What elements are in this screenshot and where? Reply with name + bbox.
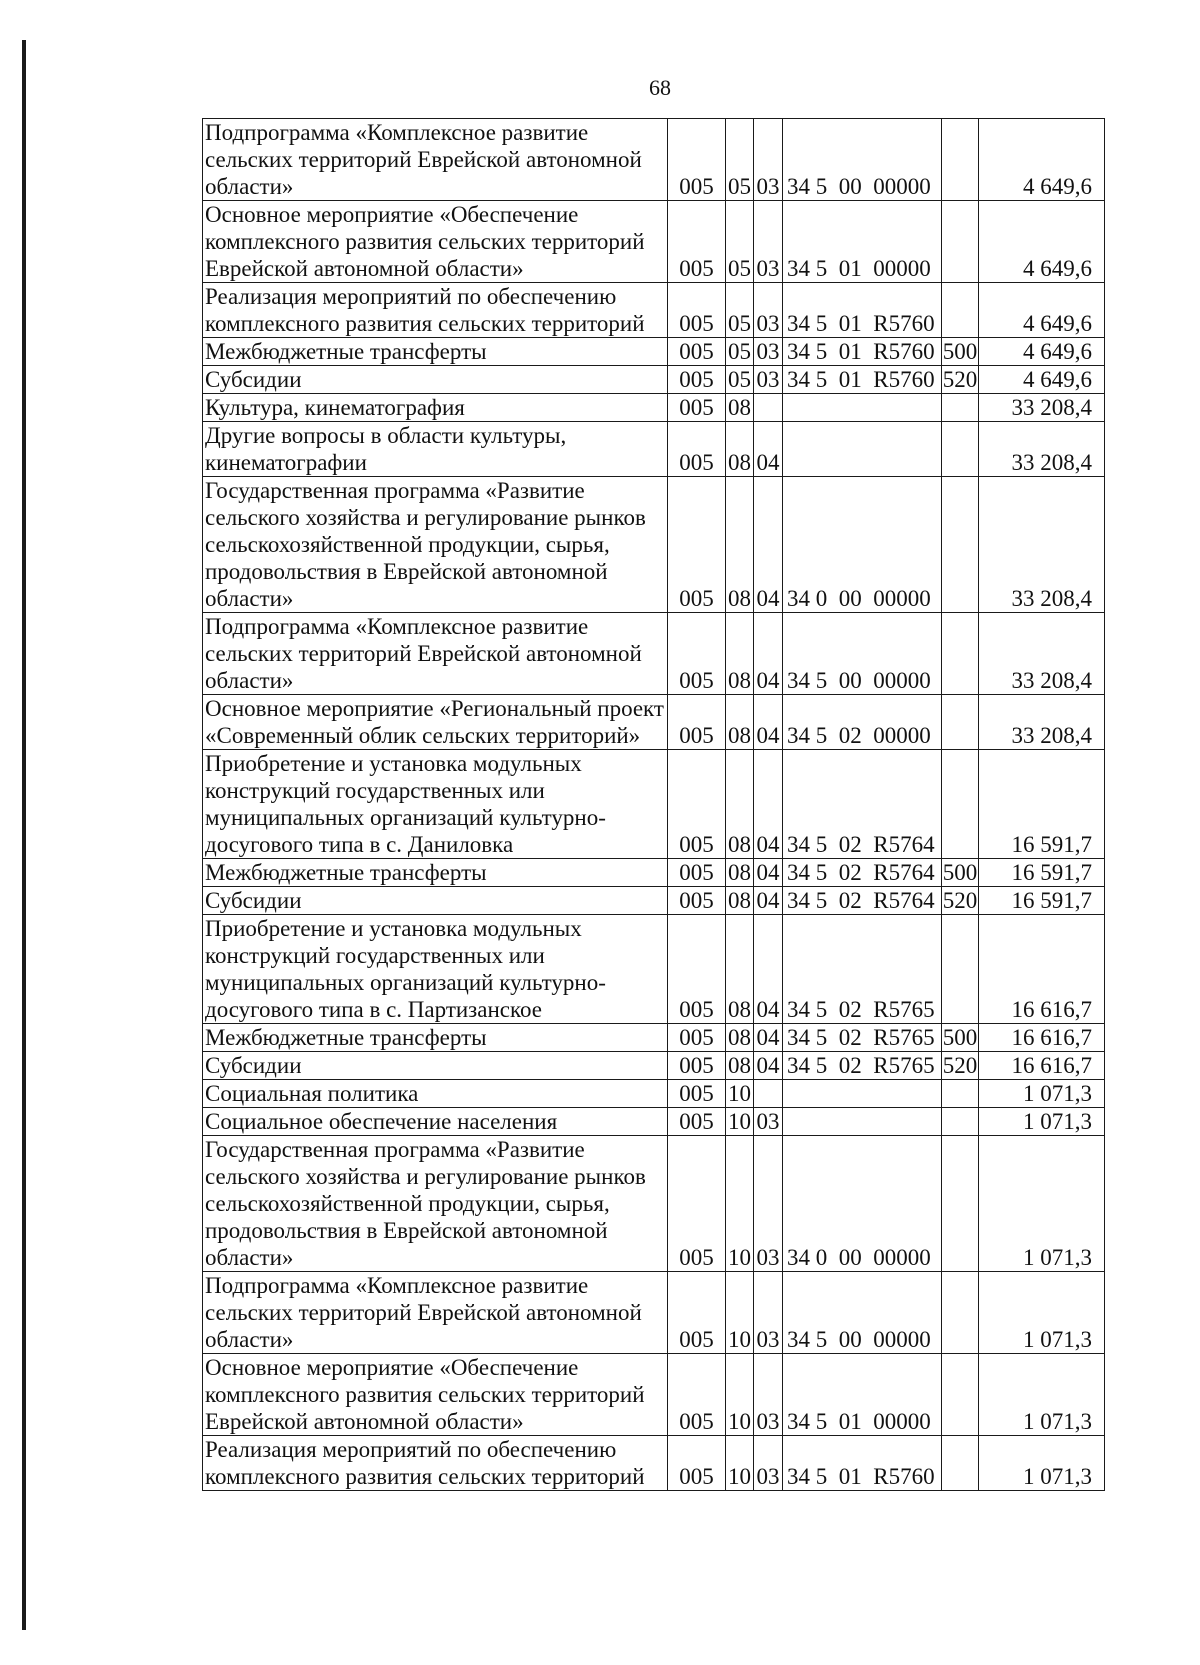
amount: 1 071,3	[979, 1080, 1105, 1108]
grbs-code: 005	[668, 422, 726, 477]
row-name: Межбюджетные трансферты	[203, 1024, 668, 1052]
target-article-code: 34 5 01 R5760	[783, 338, 942, 366]
section-code: 08	[726, 477, 754, 613]
target-article-code: 34 5 00 00000	[783, 119, 942, 201]
target-article-code: 34 0 00 00000	[783, 1136, 942, 1272]
row-name: Подпрограмма «Комплексное развитие сельских территорий Еврейской автономной области»	[203, 1272, 668, 1354]
target-article-code: 34 5 02 R5765	[783, 915, 942, 1024]
amount: 16 616,7	[979, 1052, 1105, 1080]
section-code: 08	[726, 750, 754, 859]
budget-table	[202, 118, 1105, 1491]
grbs-code: 005	[668, 1354, 726, 1436]
row-name: Подпрограмма «Комплексное развитие сельских территорий Еврейской автономной области»	[203, 613, 668, 695]
table-row	[203, 1272, 1105, 1354]
subsection-code: 04	[754, 887, 783, 915]
grbs-code: 005	[668, 1436, 726, 1491]
row-name: Основное мероприятие «Обеспечение комплексного развития сельских территорий Еврейской автономной области»	[203, 1354, 668, 1436]
target-article-code: 34 5 02 R5764	[783, 750, 942, 859]
expense-type-code	[942, 750, 979, 859]
expense-type-code	[942, 394, 979, 422]
expense-type-code	[942, 1272, 979, 1354]
page-number: 68	[649, 75, 671, 100]
expense-type-code	[942, 283, 979, 338]
section-code: 08	[726, 859, 754, 887]
grbs-code: 005	[668, 477, 726, 613]
table-row	[203, 119, 1105, 201]
subsection-code: 04	[754, 695, 783, 750]
target-article-code	[783, 1108, 942, 1136]
subsection-code: 04	[754, 859, 783, 887]
table-row	[203, 915, 1105, 1024]
amount: 33 208,4	[979, 422, 1105, 477]
row-name: Реализация мероприятий по обеспечению комплексного развития сельских территорий	[203, 283, 668, 338]
table-row	[203, 1436, 1105, 1491]
section-code: 10	[726, 1436, 754, 1491]
grbs-code: 005	[668, 859, 726, 887]
subsection-code: 04	[754, 750, 783, 859]
expense-type-code	[942, 613, 979, 695]
grbs-code: 005	[668, 201, 726, 283]
target-article-code: 34 5 02 R5764	[783, 859, 942, 887]
grbs-code: 005	[668, 1108, 726, 1136]
table-row	[203, 283, 1105, 338]
row-name: Приобретение и установка модульных конструкций государственных или муниципальных организаций культурно-досугового типа в с. Даниловка	[203, 750, 668, 859]
table-row	[203, 477, 1105, 613]
row-name: Культура, кинематография	[203, 394, 668, 422]
expense-type-code	[942, 1136, 979, 1272]
row-name: Межбюджетные трансферты	[203, 338, 668, 366]
target-article-code	[783, 1080, 942, 1108]
grbs-code: 005	[668, 1136, 726, 1272]
row-name: Приобретение и установка модульных конструкций государственных или муниципальных организаций культурно-досугового типа в с. Партизанское	[203, 915, 668, 1024]
target-article-code: 34 5 02 00000	[783, 695, 942, 750]
target-article-code: 34 0 00 00000	[783, 477, 942, 613]
expense-type-code	[942, 477, 979, 613]
amount: 33 208,4	[979, 477, 1105, 613]
grbs-code: 005	[668, 1272, 726, 1354]
amount: 1 071,3	[979, 1354, 1105, 1436]
amount: 33 208,4	[979, 695, 1105, 750]
scan-edge-line	[22, 40, 26, 1630]
table-row	[203, 1108, 1105, 1136]
subsection-code: 03	[754, 1108, 783, 1136]
amount: 16 591,7	[979, 750, 1105, 859]
row-name: Субсидии	[203, 1052, 668, 1080]
subsection-code	[754, 1080, 783, 1108]
expense-type-code: 500	[942, 860, 978, 885]
subsection-code	[754, 394, 783, 422]
grbs-code: 005	[668, 915, 726, 1024]
grbs-code: 005	[668, 1080, 726, 1108]
subsection-code: 03	[754, 1272, 783, 1354]
expense-type-code	[942, 201, 979, 283]
subsection-code: 03	[754, 366, 783, 394]
table-row	[203, 750, 1105, 859]
subsection-code: 03	[754, 338, 783, 366]
grbs-code: 005	[668, 750, 726, 859]
subsection-code: 03	[754, 1136, 783, 1272]
amount: 33 208,4	[979, 394, 1105, 422]
expense-type-code	[942, 1436, 979, 1491]
table-row	[203, 1136, 1105, 1272]
amount: 1 071,3	[979, 1108, 1105, 1136]
amount: 4 649,6	[979, 338, 1105, 366]
expense-type-code: 500	[942, 339, 978, 364]
table-row	[203, 1354, 1105, 1436]
section-code: 08	[726, 695, 754, 750]
row-name: Подпрограмма «Комплексное развитие сельских территорий Еврейской автономной области»	[203, 119, 668, 201]
expense-type-code: 520	[942, 888, 978, 913]
grbs-code: 005	[668, 613, 726, 695]
amount: 16 591,7	[979, 887, 1105, 915]
section-code: 08	[726, 887, 754, 915]
row-name: Государственная программа «Развитие сельского хозяйства и регулирование рынков сельскохозяйственной продукции, сырья, продовольствия в Еврейской автономной области»	[203, 1136, 668, 1272]
amount: 1 071,3	[979, 1436, 1105, 1491]
target-article-code: 34 5 01 00000	[783, 1354, 942, 1436]
row-name: Другие вопросы в области культуры, кинематографии	[203, 422, 668, 477]
grbs-code: 005	[668, 1024, 726, 1052]
grbs-code: 005	[668, 1052, 726, 1080]
section-code: 10	[726, 1108, 754, 1136]
row-name: Социальная политика	[203, 1080, 668, 1108]
section-code: 05	[726, 338, 754, 366]
row-name: Реализация мероприятий по обеспечению комплексного развития сельских территорий	[203, 1436, 668, 1491]
grbs-code: 005	[668, 119, 726, 201]
expense-type-code: 520	[942, 367, 978, 392]
row-name: Основное мероприятие «Региональный проект «Современный облик сельских территорий»	[203, 695, 668, 750]
table-row	[203, 859, 1105, 887]
subsection-code: 03	[754, 1436, 783, 1491]
target-article-code: 34 5 02 R5764	[783, 887, 942, 915]
section-code: 05	[726, 201, 754, 283]
table-row	[203, 887, 1105, 915]
row-name: Субсидии	[203, 887, 668, 915]
amount: 4 649,6	[979, 119, 1105, 201]
table-row	[203, 394, 1105, 422]
amount: 16 591,7	[979, 859, 1105, 887]
target-article-code	[783, 422, 942, 477]
section-code: 10	[726, 1354, 754, 1436]
section-code: 08	[726, 1052, 754, 1080]
row-name: Государственная программа «Развитие сельского хозяйства и регулирование рынков сельскохозяйственной продукции, сырья, продовольствия в Еврейской автономной области»	[203, 477, 668, 613]
target-article-code: 34 5 01 R5760	[783, 366, 942, 394]
grbs-code: 005	[668, 283, 726, 338]
grbs-code: 005	[668, 695, 726, 750]
subsection-code: 03	[754, 201, 783, 283]
amount: 16 616,7	[979, 915, 1105, 1024]
table-row	[203, 422, 1105, 477]
table-row	[203, 366, 1105, 394]
target-article-code: 34 5 01 R5760	[783, 1436, 942, 1491]
expense-type-code	[942, 422, 979, 477]
row-name: Субсидии	[203, 366, 668, 394]
expense-type-code: 520	[942, 1053, 978, 1078]
target-article-code: 34 5 00 00000	[783, 1272, 942, 1354]
subsection-code: 04	[754, 422, 783, 477]
grbs-code: 005	[668, 887, 726, 915]
expense-type-code	[942, 119, 979, 201]
section-code: 10	[726, 1136, 754, 1272]
table-row	[203, 1080, 1105, 1108]
section-code: 10	[726, 1272, 754, 1354]
expense-type-code	[942, 1108, 979, 1136]
subsection-code: 03	[754, 283, 783, 338]
amount: 16 616,7	[979, 1024, 1105, 1052]
subsection-code: 03	[754, 1354, 783, 1436]
grbs-code: 005	[668, 366, 726, 394]
section-code: 10	[726, 1080, 754, 1108]
amount: 1 071,3	[979, 1136, 1105, 1272]
section-code: 05	[726, 366, 754, 394]
target-article-code: 34 5 02 R5765	[783, 1024, 942, 1052]
amount: 33 208,4	[979, 613, 1105, 695]
subsection-code: 04	[754, 1052, 783, 1080]
target-article-code: 34 5 00 00000	[783, 613, 942, 695]
section-code: 05	[726, 283, 754, 338]
expense-type-code	[942, 915, 979, 1024]
amount: 4 649,6	[979, 366, 1105, 394]
subsection-code: 04	[754, 1024, 783, 1052]
expense-type-code	[942, 695, 979, 750]
subsection-code: 04	[754, 613, 783, 695]
table-row	[203, 613, 1105, 695]
amount: 4 649,6	[979, 283, 1105, 338]
grbs-code: 005	[668, 338, 726, 366]
table-row	[203, 1052, 1105, 1080]
table-row	[203, 201, 1105, 283]
expense-type-code	[942, 1080, 979, 1108]
grbs-code: 005	[668, 394, 726, 422]
table-row	[203, 338, 1105, 366]
row-name: Основное мероприятие «Обеспечение комплексного развития сельских территорий Еврейской автономной области»	[203, 201, 668, 283]
subsection-code: 03	[754, 119, 783, 201]
row-name: Социальное обеспечение населения	[203, 1108, 668, 1136]
section-code: 08	[726, 915, 754, 1024]
target-article-code: 34 5 02 R5765	[783, 1052, 942, 1080]
target-article-code: 34 5 01 00000	[783, 201, 942, 283]
table-row	[203, 1024, 1105, 1052]
section-code: 08	[726, 422, 754, 477]
target-article-code	[783, 394, 942, 422]
row-name: Межбюджетные трансферты	[203, 859, 668, 887]
section-code: 08	[726, 613, 754, 695]
target-article-code: 34 5 01 R5760	[783, 283, 942, 338]
section-code: 08	[726, 394, 754, 422]
amount: 4 649,6	[979, 201, 1105, 283]
subsection-code: 04	[754, 915, 783, 1024]
subsection-code: 04	[754, 477, 783, 613]
table-row	[203, 695, 1105, 750]
section-code: 08	[726, 1024, 754, 1052]
expense-type-code	[942, 1354, 979, 1436]
section-code: 05	[726, 119, 754, 201]
expense-type-code: 500	[942, 1025, 978, 1050]
amount: 1 071,3	[979, 1272, 1105, 1354]
